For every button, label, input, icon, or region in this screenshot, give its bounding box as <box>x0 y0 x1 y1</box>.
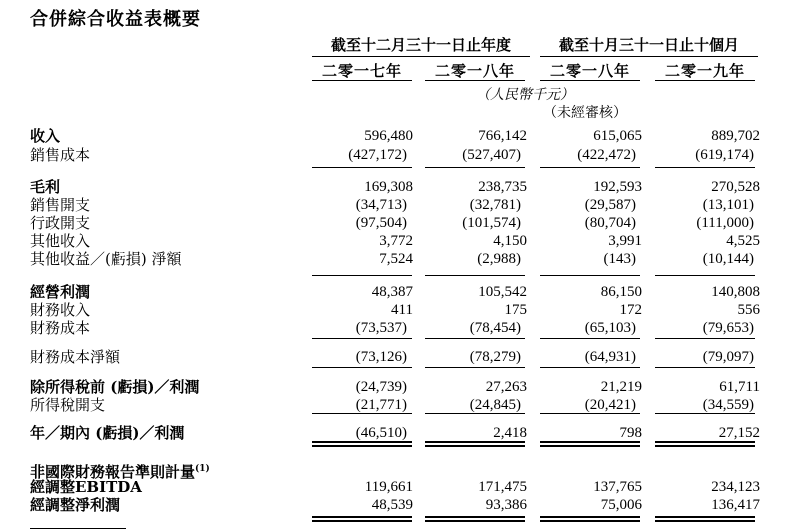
period-underline <box>540 56 758 57</box>
table-row <box>0 178 801 196</box>
row-label <box>30 250 181 268</box>
value-cell: (78,279) <box>469 349 521 365</box>
year-underline <box>425 80 525 81</box>
table-row <box>0 250 801 268</box>
page-title: 合併綜合收益表概要 <box>30 9 201 30</box>
value-cell: 615,065 <box>593 128 642 144</box>
audit-note: （未經審核） <box>543 105 627 121</box>
value-cell: 27,152 <box>718 425 760 441</box>
value-cell: (34,713) <box>355 197 407 213</box>
table-row <box>0 214 801 232</box>
value-cell: (65,103) <box>584 320 636 336</box>
value-cell: 270,528 <box>711 179 760 195</box>
value-cell: 75,006 <box>600 497 642 513</box>
value-cell: (24,845) <box>469 397 521 413</box>
row-label-text: 非國際財務報告準則計量 <box>30 463 196 481</box>
row-label <box>30 396 105 414</box>
value-cell: (2,988) <box>477 251 521 267</box>
total-double-line <box>655 441 755 447</box>
subtotal-line <box>425 338 525 339</box>
row-label-text: 年／期內 (虧損)／利潤 <box>30 424 185 442</box>
subtotal-line <box>425 413 525 414</box>
table-row <box>0 478 801 496</box>
total-double-line <box>655 516 755 522</box>
value-cell: (527,407) <box>462 147 521 163</box>
table-row <box>0 348 801 366</box>
row-label-text: 行政開支 <box>30 214 91 232</box>
value-cell: (143) <box>603 251 636 267</box>
value-cell: (619,174) <box>695 147 754 163</box>
value-cell: (73,537) <box>355 320 407 336</box>
table-row <box>0 196 801 214</box>
value-cell: (78,454) <box>469 320 521 336</box>
subtotal-line <box>540 167 640 168</box>
subtotal-line <box>540 367 640 368</box>
row-label <box>30 301 90 319</box>
value-cell: (20,421) <box>584 397 636 413</box>
year-header: 二零一九年 <box>664 62 745 80</box>
value-cell: (427,172) <box>348 147 407 163</box>
row-label <box>30 496 120 514</box>
value-cell: 61,711 <box>719 379 760 395</box>
value-cell: (34,559) <box>702 397 754 413</box>
row-label <box>30 283 90 301</box>
value-cell: 889,702 <box>711 128 760 144</box>
value-cell: (73,126) <box>355 349 407 365</box>
value-cell: 7,524 <box>379 251 413 267</box>
row-label-text: 其他收入 <box>30 232 91 250</box>
value-cell: 234,123 <box>711 479 760 495</box>
row-label-text: 經營利潤 <box>30 283 91 301</box>
period-header-full-year: 截至十二月三十一日止年度 <box>330 36 511 54</box>
value-cell: (79,653) <box>702 320 754 336</box>
subtotal-line <box>312 167 412 168</box>
value-cell: 169,308 <box>364 179 413 195</box>
row-label-text: 除所得稅前 (虧損)／利潤 <box>30 378 200 396</box>
value-cell: 798 <box>619 425 642 441</box>
table-row <box>0 424 801 442</box>
year-underline <box>312 80 412 81</box>
row-label-text: 收入 <box>30 127 61 145</box>
value-cell: (29,587) <box>584 197 636 213</box>
value-cell: 140,808 <box>711 284 760 300</box>
row-label-text: 經調整EBITDA <box>30 478 142 496</box>
value-cell: (10,144) <box>702 251 754 267</box>
value-cell: 2,418 <box>493 425 527 441</box>
row-label <box>30 196 90 214</box>
value-cell: 21,219 <box>600 379 642 395</box>
table-row <box>0 127 801 145</box>
value-cell: (101,574) <box>462 215 521 231</box>
subtotal-line <box>425 275 525 276</box>
row-label-text: 所得稅開支 <box>30 396 106 414</box>
value-cell: 4,525 <box>726 233 760 249</box>
row-label <box>30 214 90 232</box>
row-label <box>30 178 60 196</box>
year-header: 二零一八年 <box>434 62 515 80</box>
subtotal-line <box>312 275 412 276</box>
row-label-text: 銷售成本 <box>30 146 91 164</box>
row-label-text: 經調整淨利潤 <box>30 496 121 514</box>
value-cell: 238,735 <box>478 179 527 195</box>
table-row <box>0 301 801 319</box>
value-cell: 48,387 <box>371 284 413 300</box>
row-label <box>30 478 142 496</box>
table-row <box>0 283 801 301</box>
value-cell: 596,480 <box>364 128 413 144</box>
value-cell: 93,386 <box>485 497 527 513</box>
year-header: 二零一八年 <box>549 62 630 80</box>
subtotal-line <box>312 367 412 368</box>
total-double-line <box>425 441 525 447</box>
period-underline <box>312 56 530 57</box>
total-double-line <box>425 516 525 522</box>
value-cell: 766,142 <box>478 128 527 144</box>
value-cell: 105,542 <box>478 284 527 300</box>
value-cell: (79,097) <box>702 349 754 365</box>
table-row <box>0 232 801 250</box>
table-row <box>0 460 801 481</box>
value-cell: (13,101) <box>702 197 754 213</box>
subtotal-line <box>312 413 412 414</box>
subtotal-line <box>655 338 755 339</box>
subtotal-line <box>425 167 525 168</box>
value-cell: 3,991 <box>608 233 642 249</box>
subtotal-line <box>655 167 755 168</box>
value-cell: 411 <box>391 302 413 318</box>
subtotal-line <box>425 367 525 368</box>
row-label-text: 財務收入 <box>30 301 91 319</box>
unit-note: （人民幣千元） <box>476 87 574 103</box>
value-cell: (111,000) <box>696 215 754 231</box>
value-cell: 86,150 <box>600 284 642 300</box>
table-row <box>0 146 801 164</box>
row-label <box>30 127 60 145</box>
value-cell: (64,931) <box>584 349 636 365</box>
row-label <box>30 232 90 250</box>
table-row <box>0 496 801 514</box>
value-cell: 172 <box>619 302 642 318</box>
table-row <box>0 378 801 396</box>
subtotal-line <box>655 275 755 276</box>
value-cell: (46,510) <box>355 425 407 441</box>
row-label <box>30 319 90 337</box>
value-cell: (97,504) <box>355 215 407 231</box>
total-double-line <box>312 441 412 447</box>
row-label-text: 財務成本淨額 <box>30 348 121 366</box>
footnote-marker: (1) <box>195 464 210 474</box>
value-cell: 119,661 <box>364 479 413 495</box>
subtotal-line <box>540 413 640 414</box>
year-underline <box>655 80 755 81</box>
footnote-divider <box>30 528 126 529</box>
total-double-line <box>312 516 412 522</box>
value-cell: (32,781) <box>469 197 521 213</box>
subtotal-line <box>655 413 755 414</box>
value-cell: 175 <box>504 302 527 318</box>
row-label <box>30 146 90 164</box>
total-double-line <box>540 441 640 447</box>
subtotal-line <box>540 275 640 276</box>
value-cell: 137,765 <box>593 479 642 495</box>
subtotal-line <box>312 338 412 339</box>
row-label <box>30 348 120 366</box>
year-underline <box>540 80 640 81</box>
subtotal-line <box>540 338 640 339</box>
value-cell: (21,771) <box>355 397 407 413</box>
year-header: 二零一七年 <box>321 62 402 80</box>
value-cell: 136,417 <box>711 497 760 513</box>
row-label-text: 其他收益／(虧損) 淨額 <box>30 250 182 268</box>
total-double-line <box>540 516 640 522</box>
row-label-text: 毛利 <box>30 178 61 196</box>
value-cell: 556 <box>737 302 760 318</box>
subtotal-line <box>655 367 755 368</box>
value-cell: 4,150 <box>493 233 527 249</box>
value-cell: 27,263 <box>485 379 527 395</box>
value-cell: 48,539 <box>371 497 413 513</box>
value-cell: 192,593 <box>593 179 642 195</box>
row-label-text: 財務成本 <box>30 319 91 337</box>
row-label <box>30 378 199 396</box>
value-cell: (80,704) <box>584 215 636 231</box>
value-cell: 171,475 <box>478 479 527 495</box>
row-label <box>30 424 184 442</box>
period-header-ten-months: 截至十月三十一日止十個月 <box>558 36 739 54</box>
value-cell: (422,472) <box>577 147 636 163</box>
value-cell: (24,739) <box>355 379 407 395</box>
row-label-text: 銷售開支 <box>30 196 91 214</box>
table-row <box>0 396 801 414</box>
table-row <box>0 319 801 337</box>
value-cell: 3,772 <box>379 233 413 249</box>
